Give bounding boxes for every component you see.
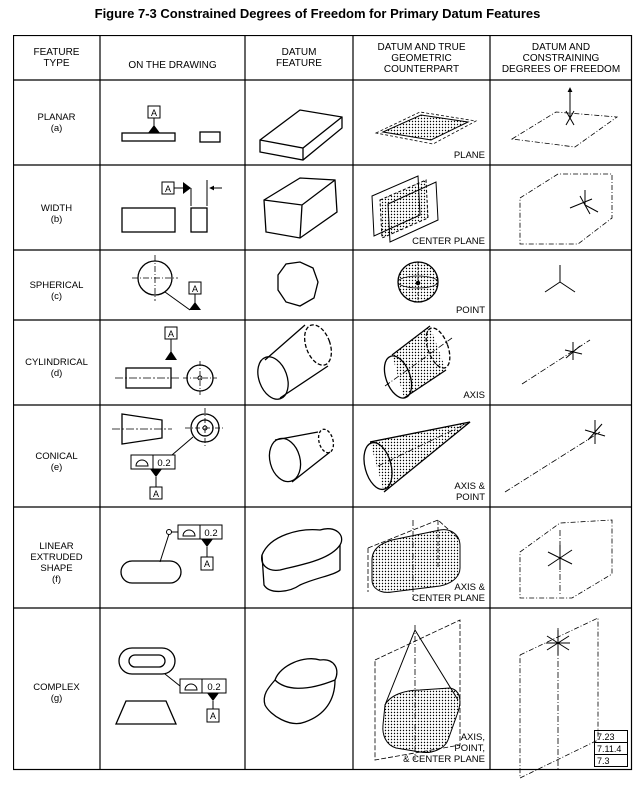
counterpart-label-point: POINT xyxy=(455,305,485,316)
feature-name: PLANAR xyxy=(37,112,76,123)
header-constraining-line1: DATUM AND xyxy=(531,42,591,53)
datum-letter: A xyxy=(209,711,217,721)
feature-name: CONICAL xyxy=(35,451,78,462)
datum-letter: A xyxy=(191,284,199,294)
header-feature-type-line1: FEATURE xyxy=(33,47,80,58)
header-constraining-line2: CONSTRAINING xyxy=(522,53,600,64)
complex-counterpart xyxy=(375,620,460,760)
counterpart-label-plane: PLANE xyxy=(453,150,485,161)
datum-letter: A xyxy=(203,559,211,569)
linear-extruded-counterpart xyxy=(368,520,460,600)
width-counterpart xyxy=(372,176,438,242)
counterpart-label-line: AXIS, xyxy=(460,732,485,743)
width-datum-feature xyxy=(264,178,337,238)
datum-letter: A xyxy=(150,108,158,118)
complex-datum-feature xyxy=(264,659,337,724)
header-counterpart-line2: GEOMETRIC xyxy=(391,53,452,64)
conical-datum-feature xyxy=(265,428,336,486)
datum-letter: A xyxy=(164,184,172,194)
feature-code: (d) xyxy=(50,368,63,379)
tolerance-value: 0.2 xyxy=(204,528,218,539)
spherical-constraint xyxy=(545,265,575,292)
feature-name: LINEAR xyxy=(39,541,74,552)
tolerance-value: 0.2 xyxy=(207,682,221,693)
header-datum-feature-line1: DATUM xyxy=(281,47,317,58)
feature-code: (f) xyxy=(52,574,61,585)
cylindrical-datum-feature xyxy=(252,321,336,403)
conical-counterpart xyxy=(359,422,470,493)
planar-counterpart xyxy=(376,112,476,144)
header-datum-feature-line2: FEATURE xyxy=(276,58,322,69)
reference-item: 7.11.4 xyxy=(594,743,628,755)
planar-drawing xyxy=(122,106,220,142)
feature-name: WIDTH xyxy=(40,203,73,214)
feature-name: EXTRUDED xyxy=(30,552,83,563)
feature-name: SHAPE xyxy=(40,563,73,574)
conical-drawing xyxy=(112,408,225,499)
cylindrical-constraint xyxy=(522,340,590,384)
feature-code: (g) xyxy=(50,693,63,704)
cylindrical-drawing xyxy=(115,327,217,395)
counterpart-label-center-plane: CENTER PLANE xyxy=(412,236,485,247)
counterpart-label-line: & CENTER PLANE xyxy=(403,754,485,765)
linear-extruded-datum-feature xyxy=(262,529,342,592)
counterpart-label-line: POINT, xyxy=(454,743,485,754)
spherical-drawing xyxy=(132,255,201,310)
complex-constraint xyxy=(520,618,598,778)
conical-constraint xyxy=(505,420,605,492)
counterpart-label-line: POINT xyxy=(455,492,485,503)
linear-extruded-constraint xyxy=(520,520,612,598)
feature-code: (c) xyxy=(50,291,63,302)
complex-drawing xyxy=(116,648,226,724)
reference-item: 7.23 xyxy=(594,730,628,743)
feature-code: (b) xyxy=(50,214,63,225)
cylindrical-counterpart xyxy=(379,325,454,402)
counterpart-label-axis: AXIS xyxy=(463,390,485,401)
counterpart-label-line: CENTER PLANE xyxy=(412,593,485,604)
counterpart-label-line: AXIS & xyxy=(454,481,485,492)
feature-code: (a) xyxy=(50,123,63,134)
header-constraining-line3: DEGREES OF FREEDOM xyxy=(501,64,621,75)
figure-title: Figure 7-3 Constrained Degrees of Freedom for Primary Datum Features xyxy=(94,6,541,21)
planar-constraint xyxy=(512,88,617,147)
feature-name: COMPLEX xyxy=(33,682,80,693)
feature-code: (e) xyxy=(50,462,63,473)
linear-extruded-drawing xyxy=(121,525,222,583)
header-counterpart-line3: COUNTERPART xyxy=(383,64,460,75)
width-drawing xyxy=(122,180,222,232)
spherical-datum-feature xyxy=(278,262,318,306)
spherical-counterpart xyxy=(398,262,438,302)
datum-letter: A xyxy=(152,489,160,499)
reference-item: 7.3 xyxy=(594,755,628,767)
feature-name: SPHERICAL xyxy=(29,280,84,291)
header-on-drawing: ON THE DRAWING xyxy=(128,60,217,71)
header-counterpart-line1: DATUM AND TRUE xyxy=(377,42,466,53)
header-feature-type-line2: TYPE xyxy=(43,58,70,69)
planar-datum-feature xyxy=(260,110,342,160)
tolerance-value: 0.2 xyxy=(157,458,171,469)
feature-name: CYLINDRICAL xyxy=(25,357,88,368)
counterpart-label-line: AXIS & xyxy=(454,582,485,593)
datum-letter: A xyxy=(167,329,175,339)
width-constraint xyxy=(520,174,612,244)
